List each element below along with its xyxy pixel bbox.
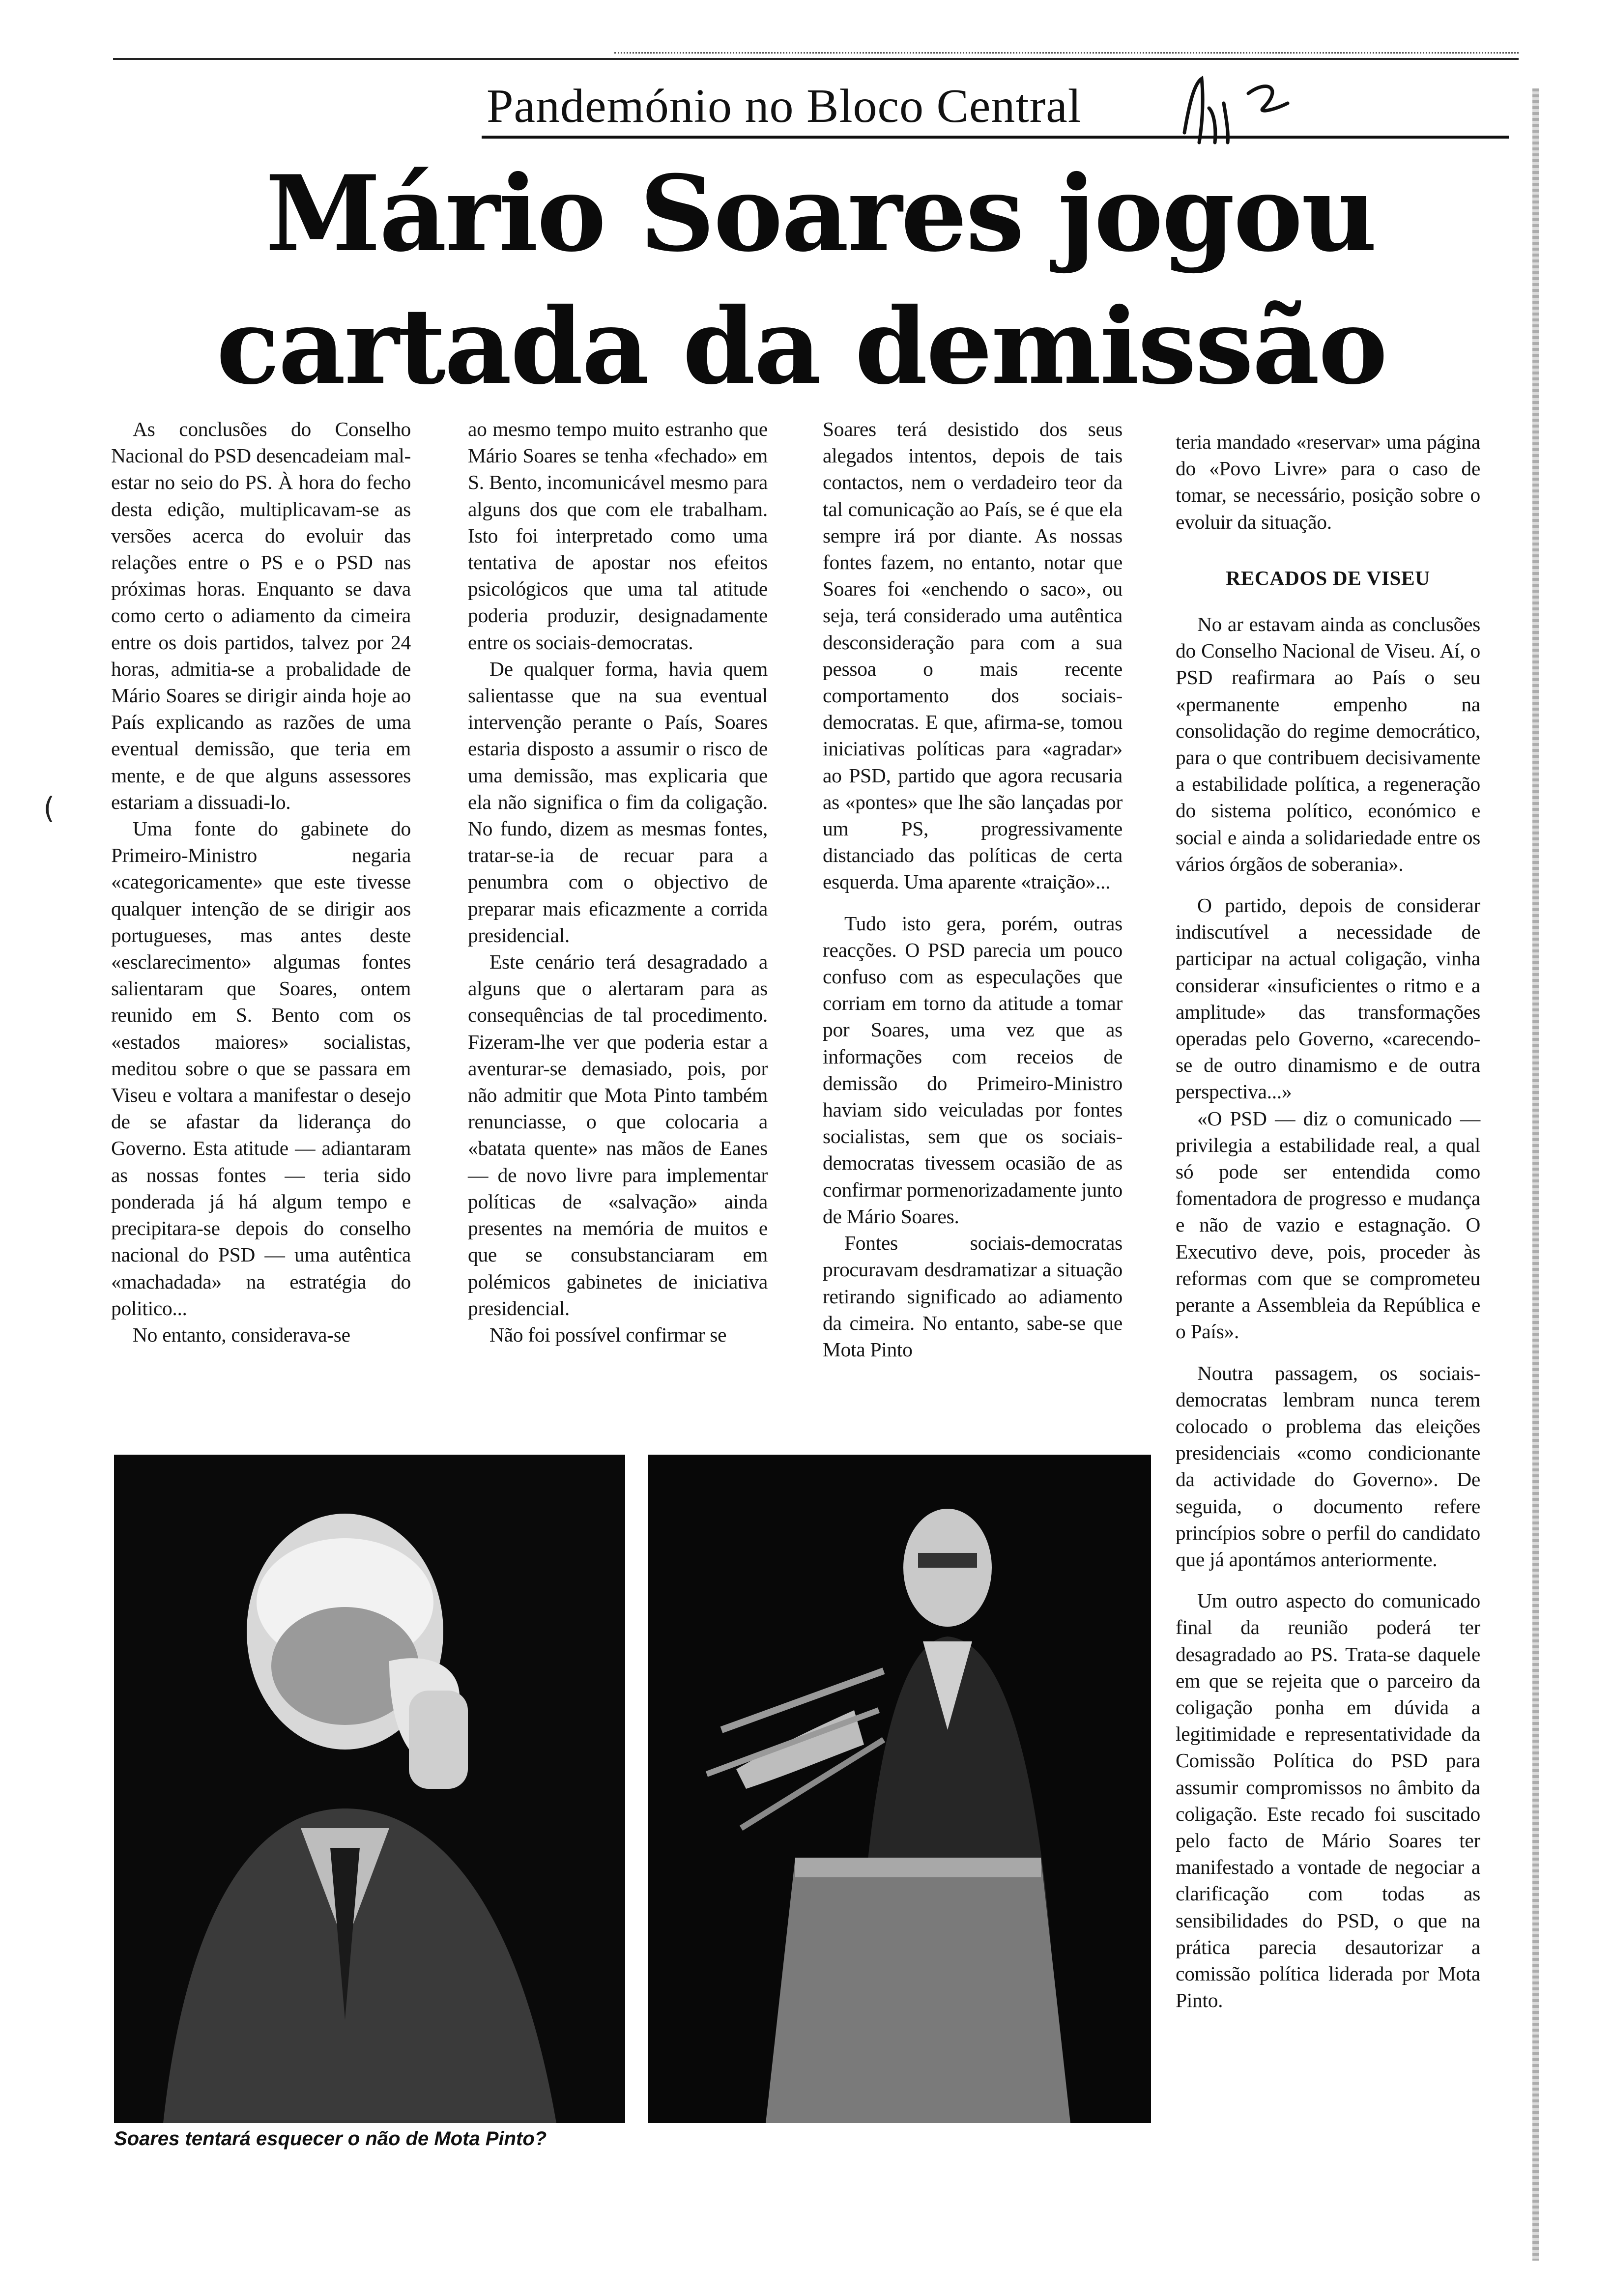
paragraph: Um outro aspecto do comunicado final da reunião poderá ter desagradado ao PS. Trata-se daquele em que se rejeita que o parceiro da coligação ponha em dúvida a legitimidade e representatividade da Comissão Política do PSD para assumir compromissos no âmbito da coligação. Este recado foi suscitado pelo facto de Mário Soares ter manifestado a vontade de negociar a clarificação com todas as sensibilidades do PSD, o que na prática parecia desautorizar a comissão política liderada por Mota Pinto.	[1176, 1589, 1480, 2012]
column-3	[823, 416, 1123, 1363]
paragraph: O partido, depois de considerar indiscutível a necessidade de participar na actual coligação, vinha considerar «insuficientes o ritmo e a amplitude» das transformações operadas pelo Governo, «carecendo-se de outro dinamismo e de outra perspectiva...»	[1176, 894, 1480, 1103]
kicker-rule	[482, 136, 1509, 139]
column-2	[468, 416, 768, 1348]
paragraph: Noutra passagem, os sociais-democratas lembram nunca terem colocado o problema das eleições presidenciais «como condicionante da actividade do Governo». De seguida, o documento refere princípios sobre o perfil do candidato que já apontámos anteriormente.	[1176, 1361, 1480, 1571]
margin-mark: (	[43, 791, 55, 826]
paragraph: teria mandado «reservar» uma página do «Povo Livre» para o caso de tomar, se necessário, posição sobre o evoluir da situação.	[1176, 430, 1480, 533]
kicker: Pandemónio no Bloco Central	[487, 80, 1082, 133]
paragraph: No entanto, considerava-se	[133, 1323, 350, 1346]
top-dotted-rule	[614, 52, 1519, 54]
paragraph: Tudo isto gera, porém, outras reacções. O PSD parecia um pouco confuso com as especulações que corriam em torno da atitude a tomar por Soares, uma vez que as informações com receios de demissão do Primeiro-Ministro haviam sido veiculadas por fontes socialistas, sem que os sociais-democratas tivessem ocasião de as confirmar pormenorizadamente junto de Mário Soares.	[823, 912, 1123, 1228]
column-4	[1176, 429, 1480, 2013]
paragraph: ao mesmo tempo muito estranho que Mário Soares se tenha «fechado» em S. Bento, incomunicável mesmo para alguns dos que com ele trabalham. Isto foi interpretado como uma tentativa de apostar nos efeitos psicológicos que uma tal atitude poderia produzir, designadamente entre os sociais-democratas.	[468, 418, 768, 654]
top-rule	[113, 58, 1519, 60]
paragraph: «O PSD — diz o comunicado — privilegia a estabilidade real, a qual só pode ser entendida como fomentadora de progresso e mudança e não de vazio e estagnação. O Executivo deve, pois, proceder às reformas com que se comprometeu perante a Assembleia da República e o País».	[1176, 1107, 1480, 1343]
photo-caption: Soares tentará esquecer o não de Mota Pinto?	[114, 2128, 547, 2150]
page-edge	[1532, 88, 1539, 2261]
headline-line-2: cartada da demissão	[216, 285, 1386, 407]
paragraph: De qualquer forma, havia quem salientasse que na sua eventual intervenção perante o País, Soares estaria disposto a assumir o risco de uma demissão, mas explicaria que ela não significa o fim da coligação. No fundo, dizem as mesmas fontes, tratar-se-ia de recuar para a penumbra com o objectivo de preparar mais eficazmente a corrida presidencial.	[468, 657, 768, 947]
paragraph: Soares terá desistido dos seus alegados intentos, depois de tais contactos, nem o verdadeiro teor da tal comunicação ao País, se é que ela sempre irá por diante. As nossas fontes fazem, no entanto, notar que Soares foi «enchendo o saco», ou seja, terá considerado uma autêntica desconsideração para com a sua pessoa o mais recente comportamento dos sociais-democratas. E que, afirma-se, tomou iniciativas políticas para «agradar» ao PSD, partido que agora recusaria as «pontes» que lhe são lançadas por um PS, progressivamente distanciado das políticas de certa esquerda. Uma aparente «traição»...	[823, 418, 1123, 893]
paragraph: No ar estavam ainda as conclusões do Conselho Nacional de Viseu. Aí, o PSD reafirmara ao País o seu «permanente empenho na consolidação do regime democrático, para o que contribuem decisivamente a estabilidade política, a regeneração do sistema político, económico e social e ainda a solidariedade entre os vários órgãos de soberania».	[1176, 613, 1480, 875]
headline-line-1: Mário Soares jogou	[265, 152, 1376, 275]
section-heading: RECADOS DE VISEU	[1226, 566, 1430, 589]
paragraph: As conclusões do Conselho Nacional do PSD desencadeiam mal-estar no seio do PS. À hora do fecho desta edição, multiplicavam-se as versões acerca do evoluir das relações entre o PS e o PSD nas próximas horas. Enquanto se dava como certo o adiamento da cimeira entre os dois partidos, talvez por 24 horas, admitia-se a probalidade de Mário Soares se dirigir ainda hoje ao País explicando as razões de uma eventual demissão, que teria em mente, e de que alguns assessores estariam a dissuadi-lo.	[111, 418, 411, 813]
column-1	[111, 416, 411, 1348]
headline	[216, 147, 1445, 413]
paragraph: Este cenário terá desagradado a alguns que o alertaram para as consequências de tal procedimento. Fizeram-lhe ver que poderia estar a aventurar-se demasiado, pois, por não admitir que Mota Pinto também renunciasse, o que colocaria a «batata quente» nas mãos de Eanes — de novo livre para implementar políticas de «salvação» ainda presentes na memória de muitos e que se consubstanciaram em polémicos gabinetes de iniciativa presidencial.	[468, 950, 768, 1320]
photo-soares	[114, 1455, 625, 2123]
paragraph: Não foi possível confirmar se	[489, 1323, 727, 1346]
paragraph: Uma fonte do gabinete do Primeiro-Ministro negaria «categoricamente» que este tivesse qualquer intenção de se dirigir aos portugueses, mas antes deste «esclarecimento» algumas fontes salientaram que Soares, ontem reunido em S. Bento com os «estados maiores» socialistas, meditou sobre o que se passara em Viseu e voltara a manifestar o desejo de se afastar da liderança do Governo. Esta atitude — adiantaram as nossas fontes — teria sido ponderada já há algum tempo e precipitara-se depois do conselho nacional do PSD — uma autêntica «machadada» na estratégia do politico...	[111, 817, 411, 1320]
photo-mota-pinto	[648, 1455, 1151, 2123]
paragraph: Fontes sociais-democratas procuravam desdramatizar a situação retirando significado ao adiamento da cimeira. No entanto, sabe-se que Mota Pinto	[823, 1232, 1123, 1361]
